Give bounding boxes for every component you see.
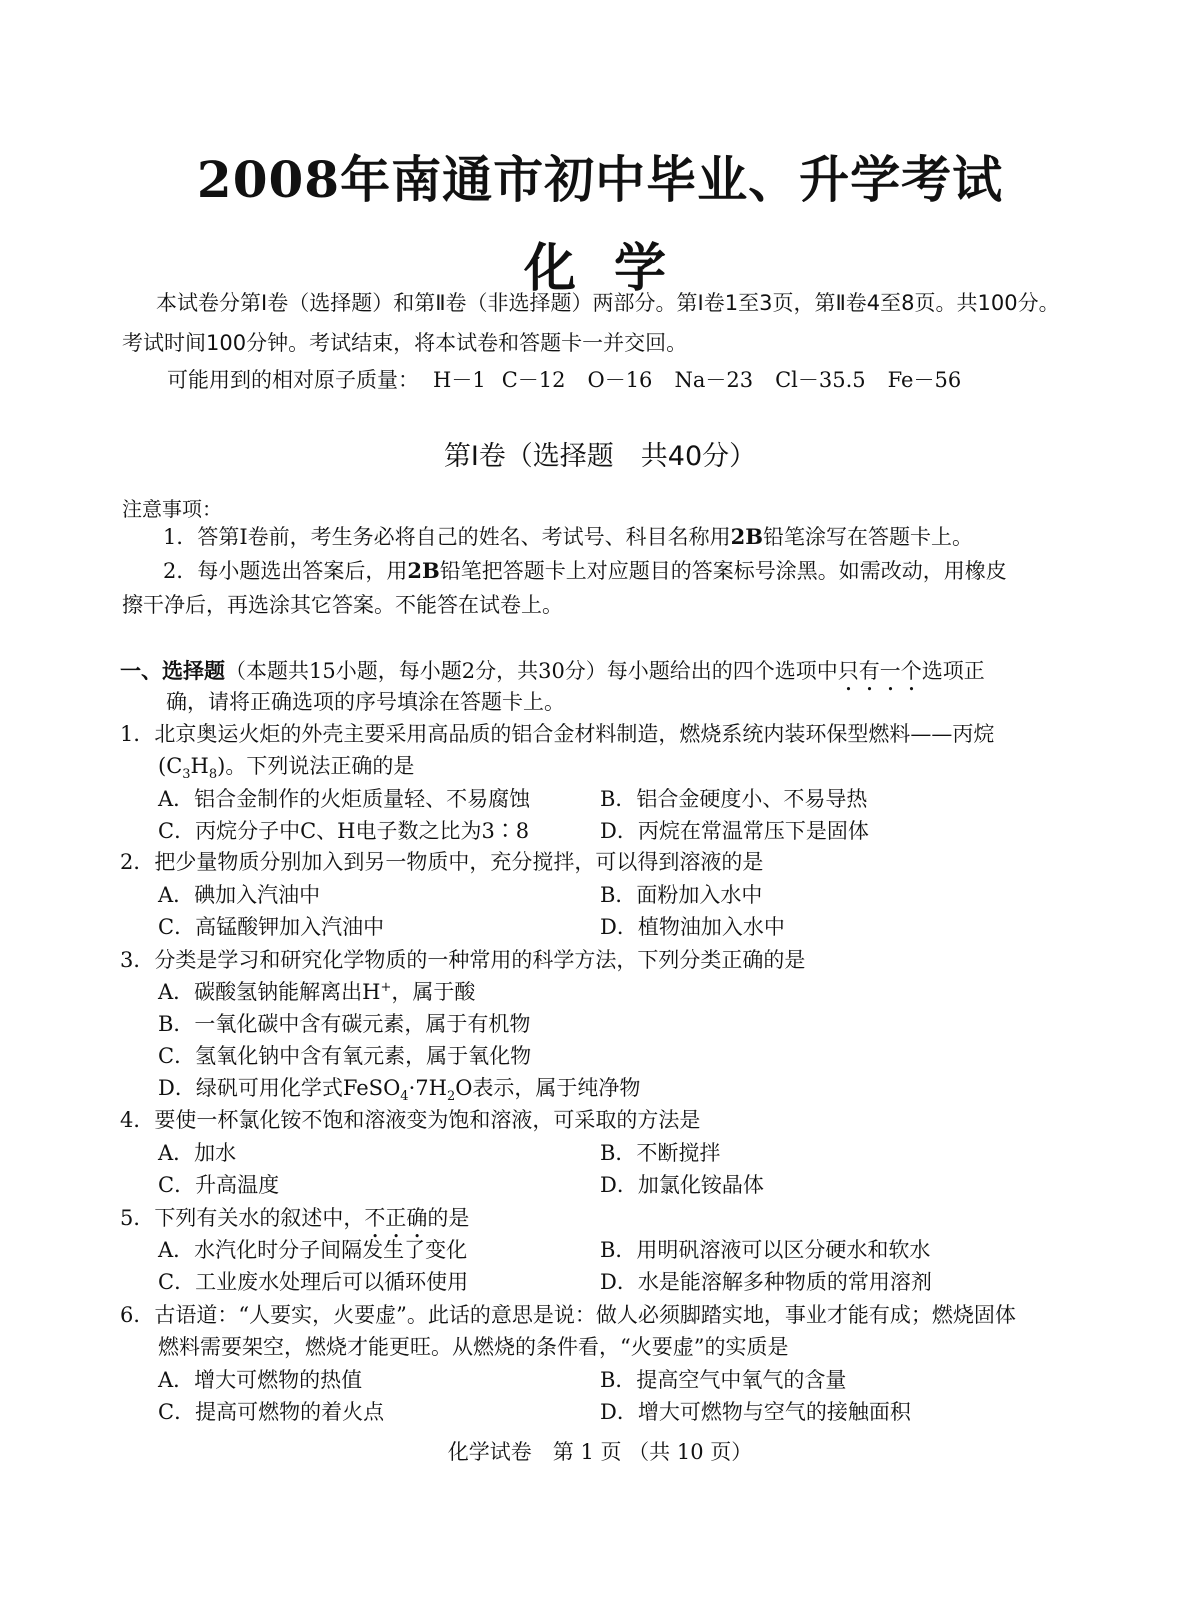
question-4-stem: 4．要使一杯氯化铵不饱和溶液变为饱和溶液，可采取的方法是 <box>120 1108 701 1132</box>
part-desc: （本题共15小题，每小题2分，共30分）每小题给出的四个选项中 <box>225 659 838 683</box>
question-6-option-b: B．提高空气中氧气的含量 <box>600 1368 847 1392</box>
option-text: D．绿矾可用化学式FeSO <box>158 1076 401 1100</box>
question-4-option-c: C．升高温度 <box>158 1173 280 1197</box>
mass-item: Fe－56 <box>887 368 962 392</box>
question-5-option-b: B．用明矾溶液可以区分硬水和软水 <box>600 1238 931 1262</box>
option-text: O表示，属于纯净物 <box>455 1076 641 1100</box>
mass-item: Na－23 <box>674 368 754 392</box>
question-3-option-a <box>158 976 475 1006</box>
option-text: ·7H <box>408 1076 447 1100</box>
question-1-stem-2 <box>158 750 414 782</box>
question-3-option-d <box>158 1072 640 1104</box>
notice-text: 2．每小题选出答案后，用 <box>163 559 408 583</box>
option-text: A．碳酸氢钠能解离出H <box>158 980 381 1004</box>
notice-title: 注意事项： <box>122 497 222 521</box>
question-1-stem: 1．北京奥运火炬的外壳主要采用高品质的铝合金材料制造，燃烧系统内装环保型燃料——丙烷 <box>120 722 995 746</box>
question-4-option-d: D．加氯化铵晶体 <box>600 1173 764 1197</box>
question-1-option-d: D．丙烷在常温常压下是固体 <box>600 819 869 843</box>
question-5-option-a: A．水汽化时分子间隔发生了变化 <box>158 1238 468 1262</box>
question-4-option-b: B．不断搅拌 <box>600 1141 721 1165</box>
stem-part: 的是 <box>427 1206 470 1230</box>
stem-part: (C <box>158 754 183 778</box>
question-6-option-a: A．增大可燃物的热值 <box>158 1368 363 1392</box>
question-1-option-a: A．铝合金制作的火炬质量轻、不易腐蚀 <box>158 787 531 811</box>
subscript: 2 <box>446 1089 456 1105</box>
mass-item: H－1 <box>433 368 486 392</box>
mass-item: C－12 <box>501 368 566 392</box>
notice-text: 铅笔涂写在答题卡上。 <box>763 525 974 549</box>
part-label: 一、选择题 <box>120 659 225 683</box>
notice-item-2-cont: 擦干净后，再选涂其它答案。不能答在试卷上。 <box>122 593 563 617</box>
question-6-stem: 6．古语道：“人要实，火要虚”。此话的意思是说：做人必须脚踏实地，事业才能有成；燃烧固体 <box>120 1303 1016 1327</box>
atomic-masses <box>167 364 961 394</box>
question-6-stem-2: 燃料需要架空，燃烧才能更旺。从燃烧的条件看，“火要虚”的实质是 <box>158 1335 789 1359</box>
notice-pencil: 2B <box>730 524 764 549</box>
question-6-option-d: D．增大可燃物与空气的接触面积 <box>600 1400 911 1424</box>
part-desc-line2: 确，请将正确选项的序号填涂在答题卡上。 <box>166 690 565 714</box>
stem-part: )。下列说法正确的是 <box>217 754 415 778</box>
masses-label: 可能用到的相对原子质量： <box>167 368 419 392</box>
question-1-option-b: B．铝合金硬度小、不易导热 <box>600 787 868 811</box>
section-title: 第Ⅰ卷（选择题 共40分） <box>443 441 757 472</box>
stem-part: 5．下列有关水的叙述中， <box>120 1206 365 1230</box>
question-2-stem: 2．把少量物质分别加入到另一物质中，充分搅拌，可以得到溶液的是 <box>120 850 764 874</box>
mass-item: Cl－35.5 <box>775 368 866 392</box>
question-4-option-a: A．加水 <box>158 1141 237 1165</box>
page-footer: 化学试卷 第 1 页 （共 10 页） <box>447 1440 753 1464</box>
question-2-option-a: A．碘加入汽油中 <box>158 883 321 907</box>
question-5-option-d: D．水是能溶解多种物质的常用溶剂 <box>600 1270 932 1294</box>
part-emphasis: 只有一个 <box>837 659 922 683</box>
exam-title: 2008年南通市初中毕业、升学考试 <box>196 150 1004 209</box>
question-5-option-c: C．工业废水处理后可以循环使用 <box>158 1270 469 1294</box>
option-text: ，属于酸 <box>391 980 476 1004</box>
question-2-option-b: B．面粉加入水中 <box>600 883 763 907</box>
question-3-option-b: B．一氧化碳中含有碳元素，属于有机物 <box>158 1012 531 1036</box>
stem-emphasis: 不正确 <box>364 1206 428 1230</box>
question-3-option-c: C．氢氧化钠中含有氧元素，属于氧化物 <box>158 1044 532 1068</box>
notice-item-1 <box>163 521 973 551</box>
subscript: 3 <box>182 767 191 783</box>
question-3-stem: 3．分类是学习和研究化学物质的一种常用的科学方法，下列分类正确的是 <box>120 948 806 972</box>
notice-pencil: 2B <box>407 558 440 583</box>
mass-item: O－16 <box>587 368 653 392</box>
question-2-option-d: D．植物油加入水中 <box>600 915 785 939</box>
part-desc: 选项正 <box>921 659 985 683</box>
subscript: 4 <box>400 1089 409 1105</box>
subscript: 8 <box>208 767 218 783</box>
stem-part: H <box>190 754 209 778</box>
notice-text: 铅笔把答题卡上对应题目的答案标号涂黑。如需改动，用橡皮 <box>439 559 1007 583</box>
notice-text: 1．答第Ⅰ卷前，考生务必将自己的姓名、考试号、科目名称用 <box>163 525 731 549</box>
subject-title: 化 学 <box>523 238 677 299</box>
question-1-option-c: C．丙烷分子中C、H电子数之比为3∶8 <box>158 819 530 843</box>
superscript: + <box>380 980 392 995</box>
notice-item-2 <box>163 555 1007 585</box>
question-6-option-c: C．提高可燃物的着火点 <box>158 1400 385 1424</box>
question-2-option-c: C．高锰酸钾加入汽油中 <box>158 915 385 939</box>
exam-intro: 本试卷分第Ⅰ卷（选择题）和第Ⅱ卷（非选择题）两部分。第Ⅰ卷1至3页，第Ⅱ卷4至8页。共100分。考试时间100分钟。考试结束，将本试卷和答题卡一并交回。 <box>122 291 1060 355</box>
